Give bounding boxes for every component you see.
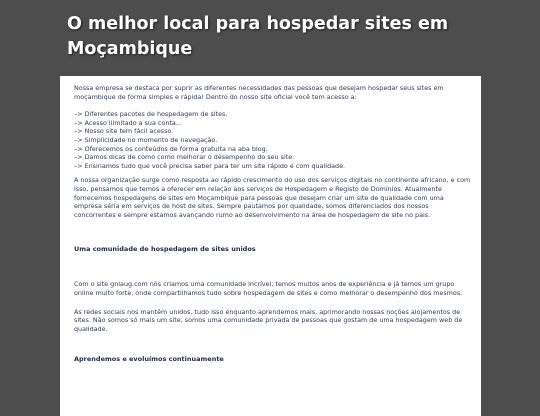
spacer (74, 219, 471, 245)
page-title: O melhor local para hospedar sites em Moçambique (67, 14, 449, 59)
list-item: –> Acesso ilimitado a sua conta... (74, 118, 182, 127)
content-panel (60, 76, 481, 416)
list-item: –> Oferecemos os conteúdos de forma gratuita na aba blog. (74, 144, 268, 153)
spacer (74, 298, 471, 308)
spacer (74, 254, 471, 280)
page-header (0, 0, 540, 76)
social-paragraph: As redes sociais nos mantêm unidos, tudo isso enquanto aprendemos mais, aprimorando nossas noções alojamentos de sites. Não somos só mais um site, somos uma comunidade privada de pessoas que gostam de uma hospedagem web de qualidade. (74, 307, 463, 333)
list-item: –> Simplicidade no momento de navegação. (74, 135, 218, 144)
intro-paragraph: Nossa empresa se destaca por suprir as diferentes necessidades das pessoas que desejam hospedar seus sites em moçambique de forma simples e rápida! Dentro do nosso site oficial você tem acesso a: (74, 84, 444, 101)
community-paragraph: Com o site gnlaug.com nós criamos uma comunidade incrível, temos muitos anos de experiência e já temos um grupo online muito forte, onde compartilhamos tudo sobre hospedagem de sites e como melhorar o desempenho dos mesmos. (74, 280, 463, 297)
section-heading-learning: Aprendemos e evoluímos continuamente (74, 355, 224, 364)
spacer (74, 333, 471, 355)
features-list (74, 110, 471, 170)
about-paragraph: A nossa organização surge como resposta ao rápido crescimento do uso dos serviços digitais no continente africano, e com isso, pensamos que temos a oferecer em relação aos serviços de Hospedagem e Registo de Domínios. Atualmente fornecemos hospedagens de sites em Moçambique para pessoas que desejam criar um site de qualidade com uma empresa séria em serviços de host de sites. Sempre pautamos por qualidade, somos diferenciados dos nossos concorrentes e sempre estamos avançando rumo ao desenvolvimento na área de hospedagem de site no pais. (74, 176, 471, 219)
section-heading-community: Uma comunidade de hospedagem de sites unidos (74, 245, 256, 254)
list-item: –> Diferentes pacotes de hospedagem de sites. (74, 110, 228, 119)
list-item: –> Damos dicas de como como melhorar o desempenho do seu site. (74, 153, 295, 162)
list-item: –> Ensinamos tudo que você precisa saber para ter um site rápido e com qualidade. (74, 161, 346, 170)
list-item: –> Nosso site tem fácil acesso. (74, 127, 174, 136)
